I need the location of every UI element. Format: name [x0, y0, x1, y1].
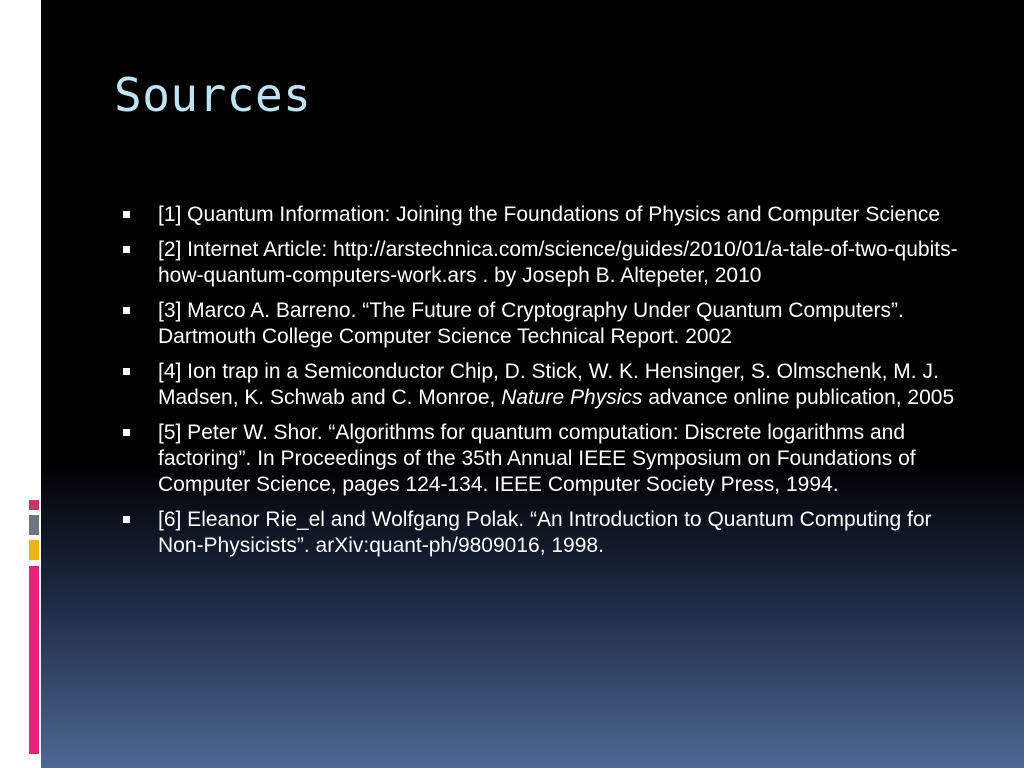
source-item-4: [118, 359, 958, 411]
source-item-2: [118, 237, 958, 289]
source-item-6: [118, 507, 958, 559]
source-item-3: [118, 298, 958, 350]
source-text: [1] Quantum Information: Joining the Foundations of Physics and Computer Science: [158, 203, 941, 226]
square-bullet-icon: [123, 368, 130, 375]
sources-list: [118, 202, 958, 568]
square-bullet-icon: [123, 246, 130, 253]
square-bullet-icon: [123, 429, 130, 436]
source-text-before: [4] Ion trap in a Semiconductor Chip, D. Stick, W. K. Hensinger, S. Olmschenk, M. J. Madsen, K. Schwab and C. Monroe,: [158, 360, 939, 409]
source-item-5: [118, 420, 958, 498]
accent-block-pink-small: [29, 500, 39, 510]
left-sidebar-strip: [0, 0, 41, 768]
source-text-after: advance online publication, 2005: [642, 386, 955, 409]
slide-title: Sources: [114, 68, 312, 122]
accent-block-yellow: [29, 540, 39, 560]
accent-block-gray: [29, 515, 39, 535]
source-item-1: [118, 202, 958, 228]
source-text: [6] Eleanor Rie_el and Wolfgang Polak. “An Introduction to Quantum Computing for Non-Physicists”. arXiv:quant-ph/9809016, 1998.: [158, 508, 932, 557]
square-bullet-icon: [123, 211, 130, 218]
square-bullet-icon: [123, 307, 130, 314]
square-bullet-icon: [123, 516, 130, 523]
source-text: [3] Marco A. Barreno. “The Future of Cryptography Under Quantum Computers”. Dartmouth College Computer Science Technical Report. 2002: [158, 299, 904, 348]
source-text: [5] Peter W. Shor. “Algorithms for quantum computation: Discrete logarithms and factoring”. In Proceedings of the 35th Annual IEEE Symposium on Foundations of Computer Science, pages 124-134. IEEE Computer Society Press, 1994.: [158, 421, 916, 496]
accent-block-pink-long: [29, 566, 39, 754]
journal-name: Nature Physics: [501, 386, 643, 409]
source-text: [2] Internet Article: http://arstechnica.com/science/guides/2010/01/a-tale-of-two-qubits-how-quantum-computers-work.ars . by Joseph B. Altepeter, 2010: [158, 238, 958, 287]
